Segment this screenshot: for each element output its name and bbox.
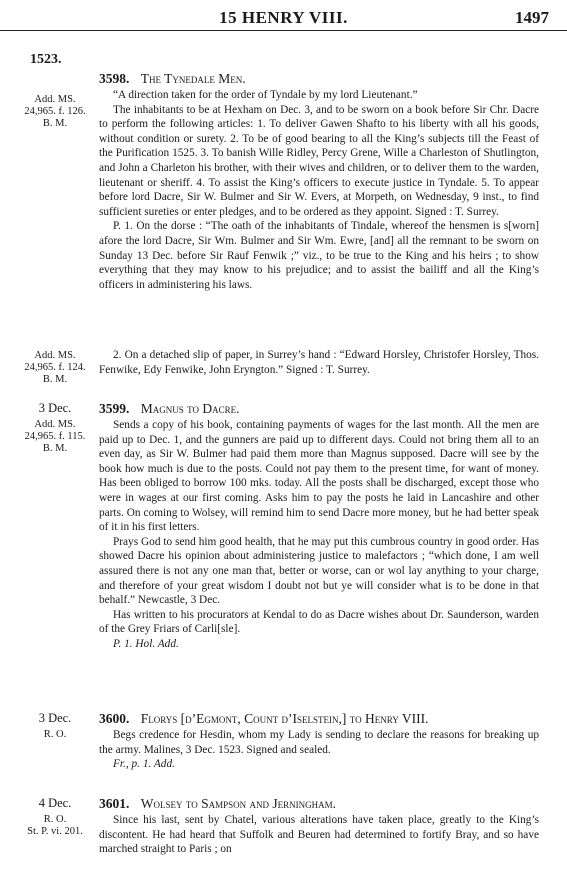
entry-3598-sub-body xyxy=(99,348,539,377)
paragraph: Begs credence for Hesdin, whom my Lady is sending to declare the reasons for breaking up the army. Malines, 3 Dec. 1523. Signed and sealed. xyxy=(99,729,539,756)
entry-3598-margin xyxy=(24,94,86,130)
paragraph: Since his last, sent by Chatel, various alterations have taken place, greatly to the King’s discontent. He had heard that Suffolk and Beuren had determined to fortify Bray, and so have marched straight to Paris ; on xyxy=(99,814,539,856)
entry-number: 3600. xyxy=(99,711,130,726)
source-line: Add. MS. xyxy=(34,94,76,105)
entry-3598-sub-margin xyxy=(24,350,86,386)
entry-heading: Magnus to Dacre. xyxy=(140,401,240,416)
source-line: R. O. xyxy=(43,814,67,825)
entry-3601-margin xyxy=(24,797,86,838)
source-line: B. M. xyxy=(42,118,68,129)
source-line: 24,965. f. 115. xyxy=(24,431,86,442)
entry-3600-body xyxy=(99,710,539,772)
running-head-title: 15 HENRY VIII. xyxy=(219,8,348,27)
entry-heading: Wolsey to Sampson and Jerningham. xyxy=(140,796,336,811)
paragraph: P. 1. On the dorse : “The oath of the inhabitants of Tindale, whereof the hensmen is s[worn] afore the lord Dacre, Sir Wm. Bulmer and Sir Wm. Ewre, [and] all the remnant to be sworn on Sunday 13 Dec. before Sir Rauf Fenwik ;” viz., to be true to the King and his heirs ; to show everything that they may know to his prejudice; and to assist the bailiff and all the King’s officers in administering his laws. xyxy=(99,220,539,291)
entry-number: 3599. xyxy=(99,401,130,416)
entry-3601-body xyxy=(99,795,539,857)
paragraph: P. 1. Hol. Add. xyxy=(113,637,179,650)
source-line: St. P. vi. 201. xyxy=(27,826,83,837)
entry-date: 3 Dec. xyxy=(38,401,72,415)
entry-heading: The Tynedale Men. xyxy=(140,71,246,86)
paragraph: “A direction taken for the order of Tyndale by my lord Lieutenant.” xyxy=(113,89,418,101)
source-line: Add. MS. xyxy=(34,419,76,430)
source-line: R. O. xyxy=(43,729,67,740)
entry-date: 3 Dec. xyxy=(38,711,72,725)
entry-3598-body xyxy=(99,70,539,292)
paragraph: The inhabitants to be at Hexham on Dec. 3, and to be sworn on a book before Sir Chr. Dacre to perform the following articles: 1. To deliver Gawen Shafto to his liberty with all his goods, without condition or surety. 2. To be of good bearing to all the King’s subjects till the Feast of the Purification 1525. 3. To banish Wille Ridley, Percy Grene, Wille a Charleston of Shutlington, and John a Charleton his brother, with their wives and children, or to deliver them to the warden, lieutenant or sheriff. 4. To assist the King’s officers to execute justice in Tyndale. 5. To appear before lord Dacre, Sir W. Bulmer and Sir W. Evers, at Morpeth, on Wednesday, 9 inst., to find sufficient sureties or enter pledges, and to be ordered as they appoint. Signed : T. Surrey. xyxy=(99,103,539,218)
source-line: B. M. xyxy=(42,443,68,454)
entry-3599-margin xyxy=(24,402,86,455)
source-line: B. M. xyxy=(42,374,68,385)
entry-number: 3601. xyxy=(99,796,130,811)
source-line: 24,965. f. 124. xyxy=(24,362,86,373)
paragraph: Sends a copy of his book, containing payments of wages for the last month. All the men are paid up to Dec. 1, and the gunners are paid up to different days. Could not bring them all to an even day, as Sir W. Bulmer had paid them more than Magnus supposed. Dacre will see by the book how much is due to the posts. Could not pay them to the present time, for want of money. Has been obliged to borrow 100 mks. today. All the posts shall be discharged, except those who were in wages at our first coming. Asks him to pay the posts he laid in Lancashire and other parts. On coming to Wolsey, will remind him to send Dacre more money, but he had better speak of it in his first letters. xyxy=(99,419,539,534)
entry-heading: Florys [d’Egmont, Count d’Iselstein,] to Henry VIII. xyxy=(140,711,429,726)
source-line: Add. MS. xyxy=(34,350,76,361)
entry-date: 4 Dec. xyxy=(38,796,72,810)
source-line: 24,965. f. 126. xyxy=(24,106,86,117)
entry-number: 3598. xyxy=(99,71,130,86)
running-head xyxy=(0,4,567,31)
paragraph: Prays God to send him good health, that he may put this cumbrous country in good order. Has showed Dacre his opinion about administering justice to malefactors ; “which done, I am well assured there is not any one man that, better or worse, can or wol lay anything to your charge, and therefore of your great wisdom I doubt not but ye will consider what is to be done in that behalf.” Newcastle, 3 Dec. xyxy=(99,535,539,607)
paragraph: Has written to his procurators at Kendal to do as Dacre wishes about Dr. Saunderson, warden of the Grey Friars of Carli[sle]. xyxy=(99,608,539,636)
year-marker: 1523. xyxy=(30,52,62,67)
page-number: 1497 xyxy=(515,8,549,27)
entry-3600-margin xyxy=(24,712,86,741)
paragraph: 2. On a detached slip of paper, in Surrey’s hand : “Edward Horsley, Christofer Horsley, Thos. Fenwike, Edy Fenwike, John Eryngton.” Signed : T. Surrey. xyxy=(99,349,539,376)
paragraph: Fr., p. 1. Add. xyxy=(113,758,175,771)
entry-3599-body xyxy=(99,400,539,652)
